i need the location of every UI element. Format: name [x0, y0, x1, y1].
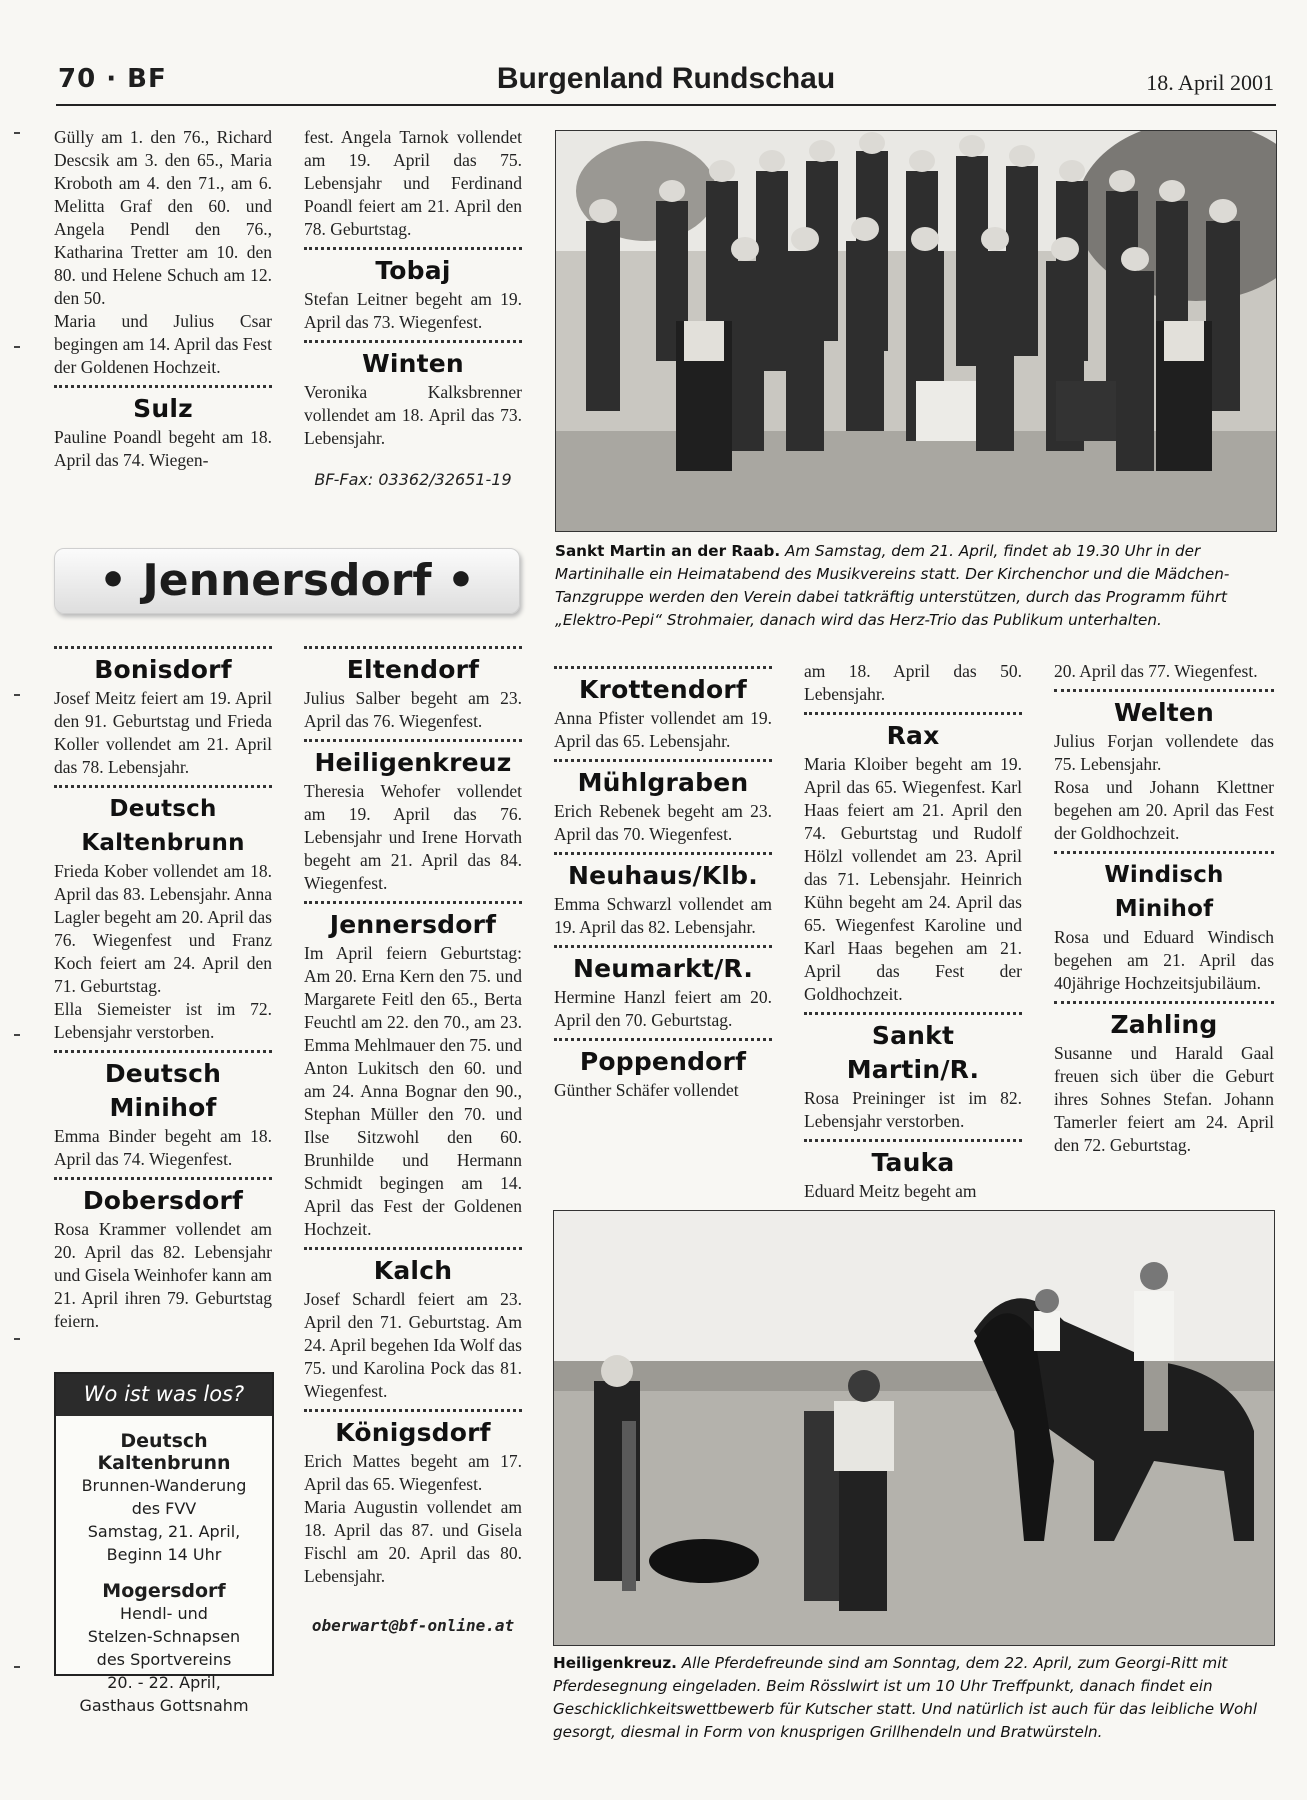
heading-muehlgraben: Mühlgraben: [577, 768, 749, 797]
heading-welten: Welten: [1113, 698, 1215, 727]
caption-lead: Sankt Martin an der Raab.: [555, 542, 781, 560]
newspaper-title: Burgenland Rundschau: [496, 62, 836, 95]
event-line: Stelzen-Schnapsen: [87, 1627, 241, 1646]
dotted-divider: [304, 646, 522, 649]
article-text: Stefan Leitner begeht am 19. April das 73. Wiegenfest.: [304, 289, 522, 332]
column-1-bottom: [54, 640, 272, 1333]
caption-photo-1: [555, 540, 1277, 632]
article-text: Anna Pfister vollendet am 19. April das 65. Lebensjahr.: [554, 708, 772, 751]
caption-text: Am Samstag, dem 21. April, findet ab 19.30 Uhr in der Martinihalle ein Heimatabend des Musikvereins statt. Der Kirchenchor und die Mädchen-Tanzgruppe werden den Verein dabei tatkräftig unterstützen, durch das Programm führt „Elektro-Pepi“ Strohmaier, danach wird das Herz-Trio das Publikum unterhalten.: [555, 542, 1230, 629]
dotted-divider: [554, 1038, 772, 1041]
article-text: Theresia Wehofer vollendet am 19. April das 76. Lebensjahr und Irene Horvath begeht am 21. April das 84. Wiegenfest.: [304, 781, 522, 893]
article-text: Rosa Krammer vollendet am 20. April das 82. Lebensjahr und Gisela Weinhofer kann am 21. April ihren 79. Geburtstag feiern.: [54, 1219, 272, 1331]
heading-winten: Winten: [362, 349, 464, 378]
article-text: Güllу am 1. den 76., Richard Descsik am 3. den 65., Maria Kroboth am 4. den 71., am 6. Melitta Graf den 60. und Angela Pendl den 76., Katharina Tretter am 10. den 80. und Helene Schuch am 12. den 50.: [54, 127, 272, 308]
heading-heiligenkreuz: Heiligenkreuz: [314, 748, 512, 777]
page-number: 70 · BF: [58, 64, 167, 94]
dotted-divider: [804, 712, 1022, 715]
article-text: Rosa und Johann Klettner begehen am 20. April das Fest der Goldhochzeit.: [1054, 777, 1274, 843]
event-line: des FVV: [131, 1499, 197, 1518]
heading-koenigsdorf: Königsdorf: [335, 1418, 491, 1447]
dotted-divider: [304, 1409, 522, 1412]
dotted-divider: [554, 666, 772, 669]
margin-mark: [14, 1034, 20, 1036]
region-banner: [54, 548, 520, 614]
article-text: 20. April das 77. Wiegenfest.: [1054, 661, 1258, 681]
dotted-divider: [304, 340, 522, 343]
article-text: Julius Salber begeht am 23. April das 76. Wiegenfest.: [304, 688, 522, 731]
dotted-divider: [54, 1177, 272, 1180]
events-box: [54, 1372, 274, 1715]
dotted-divider: [1054, 851, 1274, 854]
event-line: Samstag, 21. April,: [87, 1522, 241, 1541]
article-text: Rosa Preininger ist im 82. Lebensjahr verstorben.: [804, 1088, 1022, 1131]
article-text: Emma Binder begeht am 18. April das 74. Wiegenfest.: [54, 1126, 272, 1169]
band-photo-illustration: [556, 131, 1276, 531]
heading-deutsch-kaltenbrunn: Deutsch Kaltenbrunn: [81, 796, 245, 856]
dotted-divider: [54, 1050, 272, 1053]
horse-photo-illustration: [554, 1211, 1274, 1645]
article-text: Maria und Julius Csar begingen am 14. April das Fest der Goldenen Hochzeit.: [54, 311, 272, 377]
heading-poppendorf: Poppendorf: [579, 1047, 747, 1076]
event-line: Beginn 14 Uhr: [106, 1545, 222, 1564]
dotted-divider: [554, 852, 772, 855]
email-address: oberwart@bf-online.at: [311, 1616, 515, 1635]
event-location: Mogersdorf: [102, 1580, 226, 1602]
dotted-divider: [804, 1139, 1022, 1142]
dotted-divider: [1054, 689, 1274, 692]
margin-mark: [14, 1666, 20, 1668]
article-text: Maria Augustin vollendet am 18. April das 87. und Gisela Fischl am 20. April das 80. Lebensjahr.: [304, 1497, 522, 1586]
heading-windisch-minihof: Windisch Minihof: [1104, 862, 1224, 922]
heading-sankt-martin: Sankt Martin/R.: [846, 1021, 980, 1084]
dotted-divider: [304, 1247, 522, 1250]
heading-eltendorf: Eltendorf: [346, 655, 480, 684]
heading-rax: Rax: [886, 721, 940, 750]
photo-horse-blessing: [553, 1210, 1275, 1646]
article-text: Pauline Poandl begeht am 18. April das 74. Wiegen-: [54, 427, 272, 470]
heading-bonisdorf: Bonisdorf: [94, 655, 232, 684]
event-line: Gasthaus Gottsnahm: [79, 1696, 249, 1715]
heading-jennersdorf: Jennersdorf: [329, 910, 497, 939]
article-text: Erich Rebenek begeht am 23. April das 70. Wiegenfest.: [554, 801, 772, 844]
dotted-divider: [54, 785, 272, 788]
heading-krottendorf: Krottendorf: [578, 675, 747, 704]
margin-mark: [14, 346, 20, 348]
dotted-divider: [804, 1012, 1022, 1015]
article-text: Ella Siemeister ist im 72. Lebensjahr verstorben.: [54, 999, 272, 1042]
article-text: Im April feiern Geburtstag: Am 20. Erna Kern den 75. und Margarete Feitl den 65., Berta Feuchtl am 22. den 70., am 23. Emma Mehlmauer den 75. und Anton Lukitsch den 60. und am 24. Anna Bognar den 90., Stephan Müller den 70. und Ilse Sitzwohl den 60. Brunhilde und Hermann Schmidt begingen am 14. April das Fest der Goldenen Hochzeit.: [304, 943, 522, 1239]
column-1-top: [54, 126, 272, 472]
article-text: Frieda Kober vollendet am 18. April das 83. Lebensjahr. Anna Lagler begeht am 20. April das 76. Wiegenfest und Franz Koch feiert am 24. April den 71. Geburtstag.: [54, 861, 272, 996]
photo-music-band: [555, 130, 1277, 532]
heading-tobaj: Tobaj: [375, 256, 451, 285]
article-text: Josef Schardl feiert am 23. April den 71. Geburtstag. Am 24. April begehen Ida Wolf das 75. und Karolina Pock das 81. Wiegenfest.: [304, 1289, 522, 1401]
article-text: am 18. April das 50. Lebensjahr.: [804, 661, 1022, 704]
article-text: fest. Angela Tarnok vollendet am 19. April das 75. Lebensjahr und Ferdinand Poandl feiert am 21. April den 78. Geburtstag.: [304, 127, 522, 239]
article-text: Erich Mattes begeht am 17. April das 65. Wiegenfest.: [304, 1451, 522, 1494]
column-3: [554, 660, 772, 1102]
page-header: [56, 58, 1276, 106]
column-4: [804, 660, 1022, 1203]
caption-text: Alle Pferdefreunde sind am Sonntag, dem 22. April, zum Georgi-Ritt mit Pferdesegnung eingeladen. Beim Rösslwirt ist um 10 Uhr Treffpunkt, danach findet ein Geschicklichkeitswettbewerb für Kutscher statt. Und natürlich ist auch für das leibliche Wohl gesorgt, diesmal in Form von knusprigen Grillhendeln und Bratwürsteln.: [553, 1654, 1258, 1741]
column-2-bottom: [304, 640, 522, 1637]
event-line: Hendl- und: [120, 1604, 208, 1623]
article-text: Eduard Meitz begeht am: [804, 1181, 977, 1201]
caption-photo-2: [553, 1652, 1275, 1744]
dotted-divider: [54, 646, 272, 649]
article-text: Rosa und Eduard Windisch begehen am 21. April das 40jährige Hochzeitsjubiläum.: [1054, 927, 1274, 993]
heading-kalch: Kalch: [373, 1256, 453, 1285]
margin-mark: [14, 694, 20, 696]
margin-mark: [14, 1338, 20, 1340]
column-2-top: [304, 126, 522, 491]
event-line: des Sportvereins: [96, 1650, 232, 1669]
event-line: 20. - 22. April,: [107, 1673, 221, 1692]
dotted-divider: [304, 247, 522, 250]
article-text: Emma Schwarzl vollendet am 19. April das 82. Lebensjahr.: [554, 894, 772, 937]
region-banner-label: • Jennersdorf •: [98, 555, 476, 606]
article-text: Maria Kloiber begeht am 19. April das 65. Wiegenfest. Karl Haas feiert am 21. April den 74. Geburtstag und Rudolf Hölzl vollendet am 23. April das 71. Lebensjahr. Heinrich Kühn begeht am 24. April das 65. Wiegenfest Karoline und Karl Haas begehen am 21. April das Fest der Goldhochzeit.: [804, 754, 1022, 1004]
dotted-divider: [554, 759, 772, 762]
fax-number: BF-Fax: 03362/32651-19: [314, 470, 512, 489]
heading-tauka: Tauka: [871, 1148, 955, 1177]
heading-zahling: Zahling: [1110, 1010, 1218, 1039]
dotted-divider: [1054, 1001, 1274, 1004]
heading-sulz: Sulz: [133, 394, 193, 423]
dotted-divider: [54, 385, 272, 388]
article-text: Julius Forjan vollendete das 75. Lebensjahr.: [1054, 731, 1274, 774]
heading-neumarkt: Neumarkt/R.: [572, 954, 754, 983]
article-text: Hermine Hanzl feiert am 20. April den 70. Geburtstag.: [554, 987, 772, 1030]
article-text: Josef Meitz feiert am 19. April den 91. Geburtstag und Frieda Koller vollendet am 21. April das 78. Lebensjahr.: [54, 688, 272, 777]
dotted-divider: [554, 945, 772, 948]
event-location: Deutsch Kaltenbrunn: [97, 1430, 231, 1474]
event-line: Brunnen-Wanderung: [81, 1476, 247, 1495]
issue-date: 18. April 2001: [1146, 70, 1274, 95]
caption-lead: Heiligenkreuz.: [553, 1654, 677, 1672]
events-box-title: Wo ist was los?: [56, 1374, 272, 1416]
heading-neuhaus: Neuhaus/Klb.: [568, 861, 758, 890]
dotted-divider: [304, 901, 522, 904]
dotted-divider: [304, 739, 522, 742]
article-text: Veronika Kalksbrenner vollendet am 18. April das 73. Lebensjahr.: [304, 382, 522, 448]
heading-dobersdorf: Dobersdorf: [82, 1186, 244, 1215]
article-text: Günther Schäfer vollendet: [554, 1080, 739, 1100]
margin-mark: [14, 132, 20, 134]
heading-deutsch-minihof: Deutsch Minihof: [104, 1059, 222, 1122]
article-text: Susanne und Harald Gaal freuen sich über die Geburt ihres Sohnes Stefan. Johann Tamerler feiert am 24. April den 72. Geburtstag.: [1054, 1043, 1274, 1155]
column-5: [1054, 660, 1274, 1157]
